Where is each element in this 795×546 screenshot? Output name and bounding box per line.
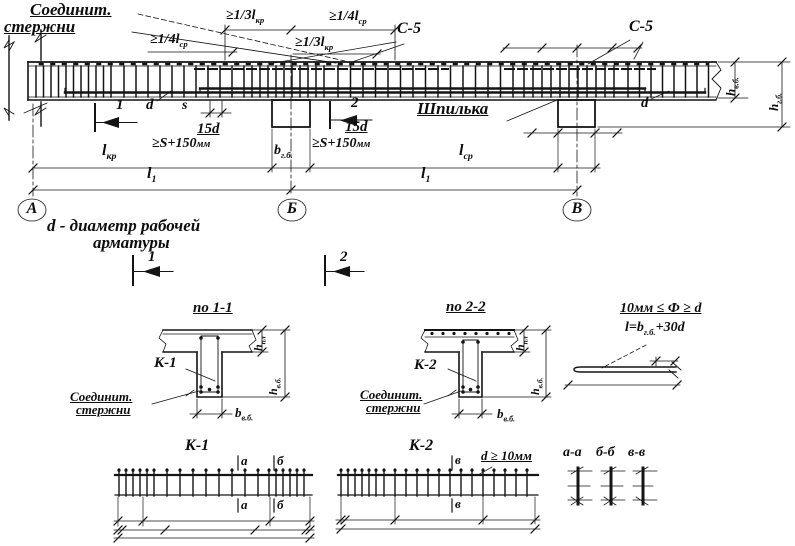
spacing-label: s	[182, 98, 188, 113]
anchor-third-mid-label: $\ge 1/3l_{кр}$	[295, 35, 334, 52]
marker-b-bottom: б	[277, 497, 284, 512]
dim-h-pl-s22: $h_{пл}$	[513, 336, 530, 351]
anchor-third-left-label: $\ge 1/3l_{кр}$	[226, 8, 265, 25]
lap-15d-right-label: 15d	[345, 119, 368, 135]
bar-dia-label-right: d	[641, 95, 649, 111]
dim-h-vb-s11: $h_{в.б.}$	[266, 377, 283, 395]
dim-b-gb: $b_{г.б.}$	[274, 143, 293, 160]
top-dimensions	[148, 25, 642, 117]
cage-k1-title: К-1	[185, 437, 210, 454]
beam-top-mesh	[40, 64, 708, 69]
cage-k2-dia-note: d ≥ 10мм	[481, 448, 532, 463]
section-marker-1-mid: 1	[148, 249, 156, 265]
connect-rods-label-line1: Соединит.	[30, 0, 112, 19]
axis-label-v: В	[571, 200, 583, 218]
stud-label: Шпилька	[417, 99, 489, 118]
beam-outline	[28, 62, 721, 100]
section-1-1-title: по 1-1	[193, 300, 233, 316]
mesh-c5-label-right: С-5	[629, 18, 653, 35]
stud-dia-rule: 10мм ≤ Ф ≥ d	[620, 301, 702, 316]
lap-s150-left-label: ≥S+150мм	[152, 136, 211, 151]
connect-rods-label-line2: стержни	[4, 17, 76, 36]
bar-dia-label-left: d	[146, 97, 154, 113]
section-vv-symbol	[633, 467, 657, 505]
connect-rods-s11-line1: Соединит.	[70, 389, 133, 404]
dim-b-vb-s22: $b_{в.б.}$	[497, 406, 516, 424]
marker-a-top: а	[241, 453, 248, 468]
dim-l-kr: $l_{кр}$	[102, 142, 117, 163]
dim-l1-left: $l_1$	[147, 165, 157, 186]
dim-h-pl-s11: $h_{пл}$	[251, 336, 268, 351]
anchor-quarter-right-label: $\ge 1/4l_{ср}$	[329, 9, 367, 26]
lap-15d-left-label: 15d	[197, 121, 220, 137]
dim-b-vb-s11: $b_{в.б.}$	[235, 405, 254, 423]
dim-l-sr: $l_{ср}$	[459, 142, 473, 163]
mesh-c5-label-mid: С-5	[397, 20, 421, 37]
lap-s150-right-label: ≥S+150мм	[312, 136, 371, 151]
connect-rods-s11-line2: стержни	[76, 402, 131, 417]
section-aa-symbol	[568, 467, 592, 505]
section-marker-2-mid: 2	[340, 249, 348, 265]
dim-h-vb-s22: $h_{в.б.}$	[528, 377, 545, 395]
stud-length-rule: $l=b_{г.б.}+30d$	[625, 320, 685, 337]
note-line2: арматуры	[93, 233, 170, 252]
axis-label-a: А	[26, 200, 38, 218]
note-line1: d - диаметр рабочей	[47, 216, 201, 235]
section-1-1-figure	[152, 326, 290, 423]
axis-label-b: Б	[286, 200, 298, 218]
section-2-2-figure	[421, 326, 551, 424]
dim-h-gb-plan: $h_{г.б.}$	[766, 92, 784, 111]
marker-b-top: б	[277, 453, 284, 468]
small-section-aa-title: а-а	[563, 445, 582, 460]
section-bb-symbol	[601, 467, 625, 505]
marker-v-bottom: в	[455, 496, 461, 511]
cage-k2-ref-label: К-2	[414, 357, 437, 373]
marker-v-top: в	[455, 452, 461, 467]
cage-k1-ref-label: К-1	[154, 355, 177, 371]
small-section-vv-title: в-в	[628, 445, 646, 460]
small-section-bb-title: б-б	[596, 445, 615, 460]
small-sections-figure	[568, 467, 657, 505]
dim-h-vb-plan: $h_{в.б.}$	[723, 77, 741, 96]
cage-k1-figure	[114, 453, 314, 542]
cage-k2-title: К-2	[409, 437, 434, 454]
left-wall	[4, 30, 47, 126]
section-2-2-title: по 2-2	[446, 299, 486, 315]
stud-figure	[564, 345, 681, 389]
connect-rods-s22-line1: Соединит.	[360, 387, 423, 402]
marker-a-bottom: а	[241, 497, 248, 512]
cage-k2-figure	[336, 456, 540, 533]
beam-bottom-bars	[65, 89, 705, 93]
connect-rods-s22-line2: стержни	[366, 400, 421, 415]
section-marker-2-top: 2	[351, 95, 359, 111]
anchor-quarter-left-label: $\ge 1/4l_{ср}$	[150, 32, 188, 49]
section-marker-1-top: 1	[116, 97, 124, 113]
section-flags	[95, 102, 372, 285]
girder-v-support	[558, 100, 595, 127]
dim-l1-right: $l_1$	[421, 165, 431, 186]
